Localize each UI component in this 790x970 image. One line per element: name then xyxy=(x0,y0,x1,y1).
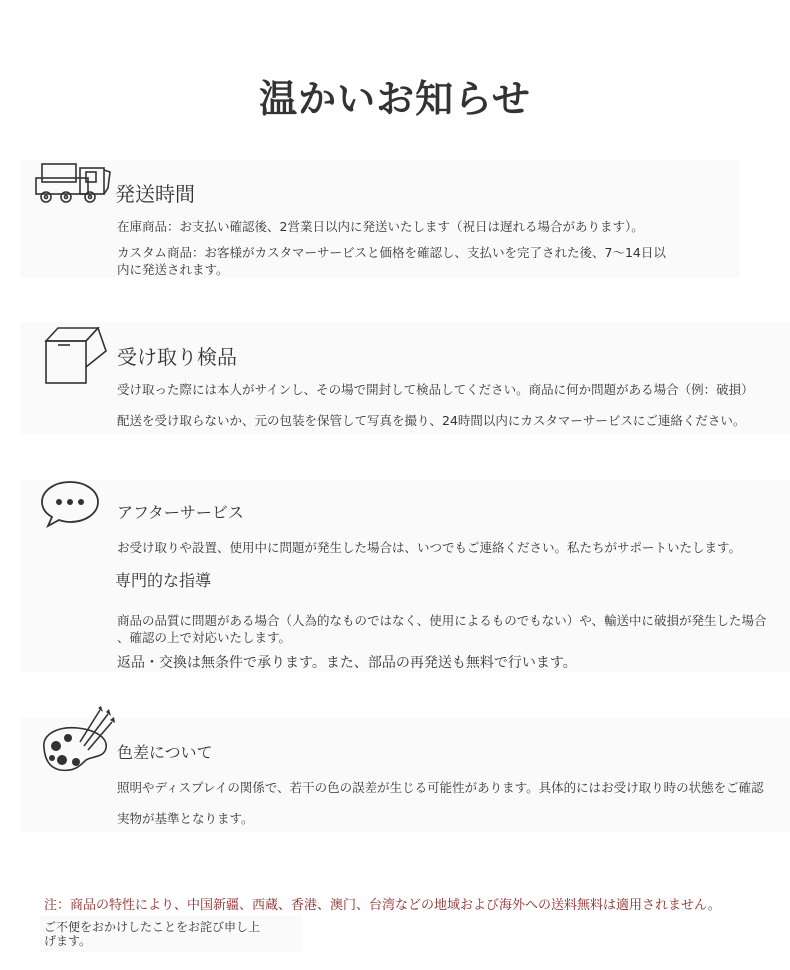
guidance-subheading: 専門的な指導 xyxy=(115,571,212,590)
after-service-line2a: 商品の品質に問題がある場合（人為的なものではなく、使用によるものでもない）や、輸送中に破損が発生した場合 xyxy=(117,613,767,628)
after-service-line1: お受け取りや設置、使用中に問題が発生した場合は、いつでもご連絡ください。私たちがサポートいたします。 xyxy=(117,540,742,555)
shipping-heading: 発送時間 xyxy=(115,182,195,206)
palette-icon xyxy=(40,704,116,776)
color-line2: 実物が基準となります。 xyxy=(117,811,254,826)
apology-line-a: ご不便をおかけしたことをお詫び申し上 xyxy=(44,920,261,934)
color-heading: 色差について xyxy=(117,743,213,762)
box-icon xyxy=(40,325,110,387)
receipt-line2: 配送を受け取らないか、元の包装を保管して写真を撮り、24時間以内にカスタマーサービスにご連絡ください。 xyxy=(117,413,746,428)
receipt-line1: 受け取った際には本人がサインし、その場で開封して検品してください。商品に何か問題がある場合（例：破損） xyxy=(117,382,754,397)
shipping-exclusion-note: 注：商品の特性により、中国新疆、西蔵、香港、澳门、台湾などの地域および海外への送料無料は適用されません。 xyxy=(44,898,721,913)
apology-line-b: げます。 xyxy=(44,934,92,948)
shipping-line2b: 内に発送されます。 xyxy=(117,262,229,277)
page-title: 温かいお知らせ xyxy=(259,77,531,121)
after-service-line3: 返品・交換は無条件で承ります。また、部品の再発送も無料で行います。 xyxy=(117,655,577,671)
after-service-heading: アフターサービス xyxy=(117,503,244,522)
chat-bubble-icon xyxy=(40,480,102,532)
after-service-line2b: 、確認の上で対応いたします。 xyxy=(117,630,292,645)
truck-icon xyxy=(34,160,114,210)
receipt-heading: 受け取り検品 xyxy=(117,345,237,369)
shipping-line2a: カスタム商品：お客様がカスタマーサービスと価格を確認し、支払いを完了された後、7〜14日以 xyxy=(117,245,666,260)
color-line1: 照明やディスプレイの関係で、若干の色の誤差が生じる可能性があります。具体的にはお受け取り時の状態をご確認 xyxy=(117,780,764,795)
shipping-line1: 在庫商品：お支払い確認後、2営業日以内に発送いたします（祝日は遅れる場合があります）。 xyxy=(117,219,644,234)
